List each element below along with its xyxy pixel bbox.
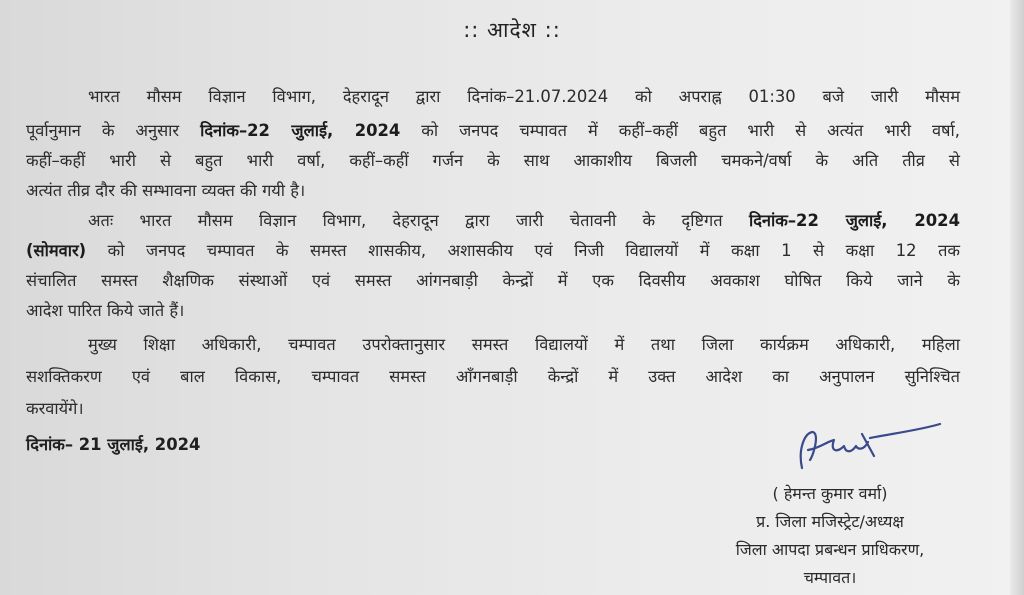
para1-line-2: पूर्वानुमान के अनुसार दिनांक–22 जुलाई, 2024 को जनपद चम्पावत में कहीं–कहीं बहुत भारी से अत्यंत भारी वर्षा, (26, 121, 960, 140)
para1-line-1: भारत मौसम विज्ञान विभाग, देहरादून द्वारा दिनांक–21.07.2024 को अपराह्न 01:30 बजे जारी मौसम (88, 87, 960, 106)
signatory-name: ( हेमन्त कुमार वर्मा) (772, 484, 888, 503)
para3-line-1: मुख्य शिक्षा अधिकारी, चम्पावत उपरोक्तानुसार समस्त विद्यालयों में तथा जिला कार्यक्रम अधिकारी, महिला (88, 335, 960, 354)
signatory-block (640, 480, 1020, 592)
signatory-designation-2: जिला आपदा प्रबन्धन प्राधिकरण, (735, 540, 925, 559)
para2-line-3: संचालित समस्त शैक्षणिक संस्थाओं एवं समस्त आंगनबाड़ी केन्द्रों में एक दिवसीय अवकाश घोषित किये जाने के (26, 271, 960, 290)
para2-line-1: अतः भारत मौसम विज्ञान विभाग, देहरादून द्वारा जारी चेतावनी के दृष्टिगत दिनांक–22 जुलाई, 2024 (88, 211, 960, 230)
para1-line-4: अत्यंत तीव्र दौर की सम्भावना व्यक्त की गयी है। (26, 181, 306, 200)
order-title: :: आदेश :: (463, 18, 561, 42)
para2-line-4: आदेश पारित किये जाते हैं। (26, 301, 185, 320)
para2-line-2: (सोमवार) को जनपद चम्पावत के समस्त शासकीय, अशासकीय एवं निजी विद्यालयों में कक्षा 1 से कक्षा 12 तक (26, 241, 960, 260)
signatory-place: चम्पावत। (803, 568, 857, 587)
order-date: दिनांक– 21 जुलाई, 2024 (26, 435, 201, 454)
para1-line-3: कहीं–कहीं भारी से बहुत भारी वर्षा, कहीं–कहीं गर्जन के साथ आकाशीय बिजली चमकने/वर्षा के अति तीव्र से (26, 151, 960, 170)
signatory-designation-1: प्र. जिला मजिस्ट्रेट/अध्यक्ष (756, 512, 904, 531)
handwritten-signature (790, 420, 950, 480)
para3-line-2: सशक्तिकरण एवं बाल विकास, चम्पावत समस्त आँगनबाड़ी केन्द्रों में उक्त आदेश का अनुपालन सुनिश्चित (26, 367, 960, 386)
para3-line-3: करवायेंगे। (26, 399, 84, 418)
